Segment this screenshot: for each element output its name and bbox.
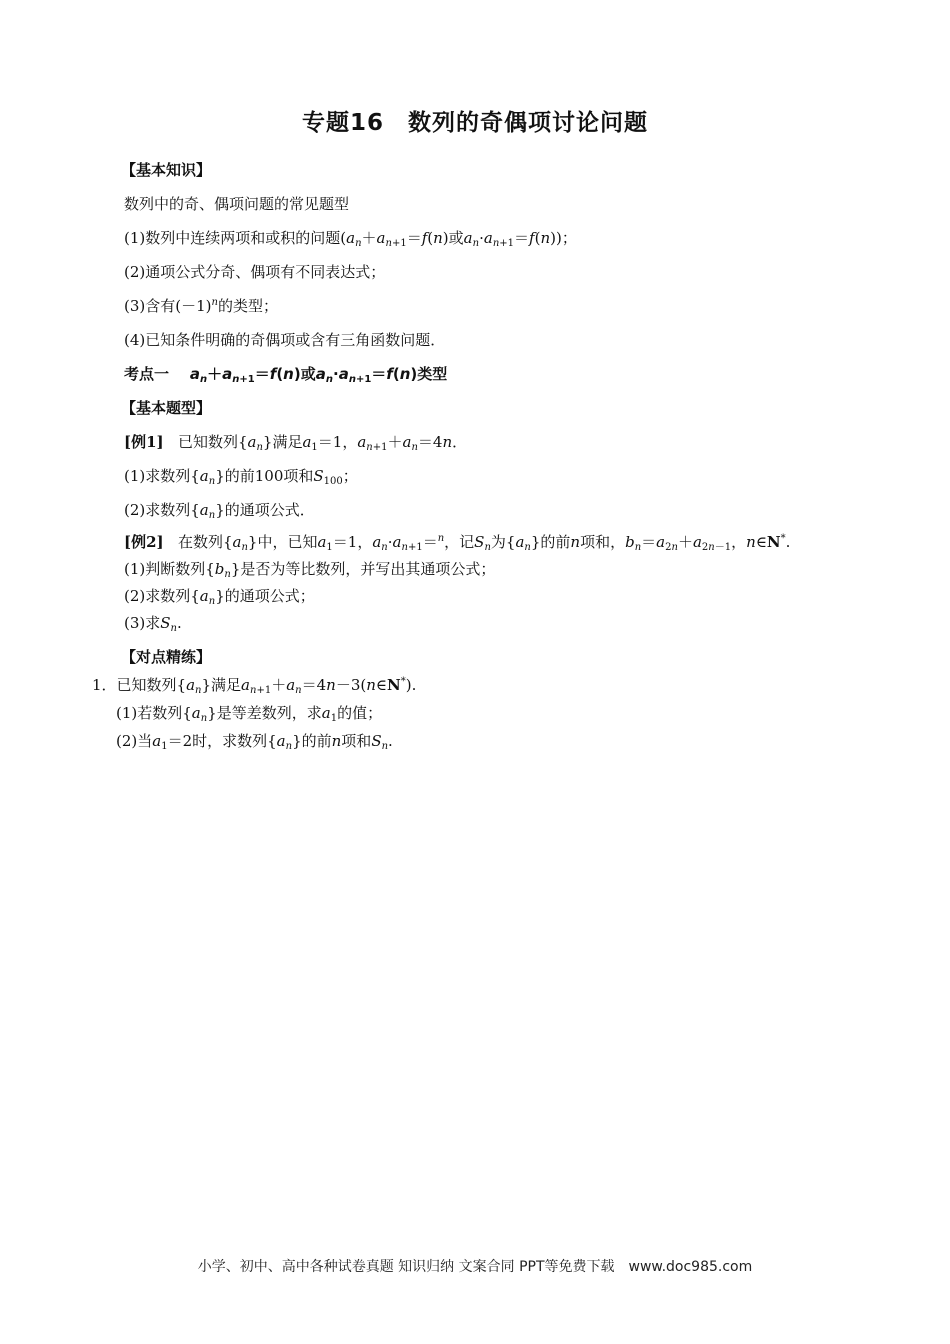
section-basic-types: 【基本题型】: [121, 399, 212, 417]
example-1-q2: (2)求数列$\{a_n\}$的通项公式．: [124, 501, 315, 521]
example-1-label: [例1]: [124, 433, 164, 451]
example-2-q2: (2)求数列$\{a_n\}$的通项公式；: [124, 587, 315, 607]
example-2-q1: (1)判断数列$\{b_n\}$是否为等比数列，并写出其通项公式；: [124, 560, 496, 580]
page-title: 专题16 数列的奇偶项讨论问题: [301, 110, 648, 136]
practice-1-stem: 1．已知数列$\{a_n\}$满足$a_{n+1}+a_n=4n-3(n\in N^*)$.: [92, 676, 417, 696]
footer-text: 小学、初中、高中各种试卷真题 知识归纳 文案合同 PPT等免费下载 www.doc985.com: [197, 1259, 753, 1275]
example-2-stem: [例2] 在数列$\{a_n\}$中，已知$a_1=1$，$a_n\cdot a_{n+1}=^n$，记$S_n$为$\{a_n\}$的前n项和，$b_n=a_{2n}+a_{2n-1}$，n∈N*.: [124, 533, 791, 553]
knowledge-item-4: (4)已知条件明确的奇偶项或含有三角函数问题．: [124, 331, 446, 349]
knowledge-intro: 数列中的奇、偶项问题的常见题型: [124, 195, 350, 213]
knowledge-item-3: (3)含有$(-1)^n$的类型；: [124, 297, 278, 315]
example-1-q1: (1)求数列$\{a_n\}$的前100项和$S_{100}$；: [124, 467, 358, 487]
knowledge-item-2: (2)通项公式分奇、偶项有不同表达式；: [124, 263, 386, 281]
section-basic-knowledge: 【基本知识】: [121, 161, 212, 179]
section-practice: 【对点精练】: [121, 648, 212, 666]
practice-1-q2: (2)当$a_1=2$时，求数列$\{a_n\}$的前n项和$S_n$.: [116, 732, 393, 752]
practice-1-q1: (1)若数列$\{a_n\}$是等差数列，求$a_1$的值；: [116, 704, 383, 724]
knowledge-item-1: (1)数列中连续两项和或积的问题($a_n+a_{n+1}=f(n)$或$a_n\cdot a_{n+1}=f(n)$)；: [124, 229, 577, 249]
example-2-q3: (3)求$S_n$.: [124, 614, 182, 634]
example-1-stem: [例1] 已知数列$\{a_n\}$满足$a_1=1$，$a_{n+1}+a_n=4n$．: [124, 433, 468, 453]
example-2-label: [例2]: [124, 533, 164, 551]
kaodian-heading: 考点一 $a_n+a_{n+1}=f(n)$或$a_n\cdot a_{n+1}=f(n)$类型: [124, 365, 448, 385]
